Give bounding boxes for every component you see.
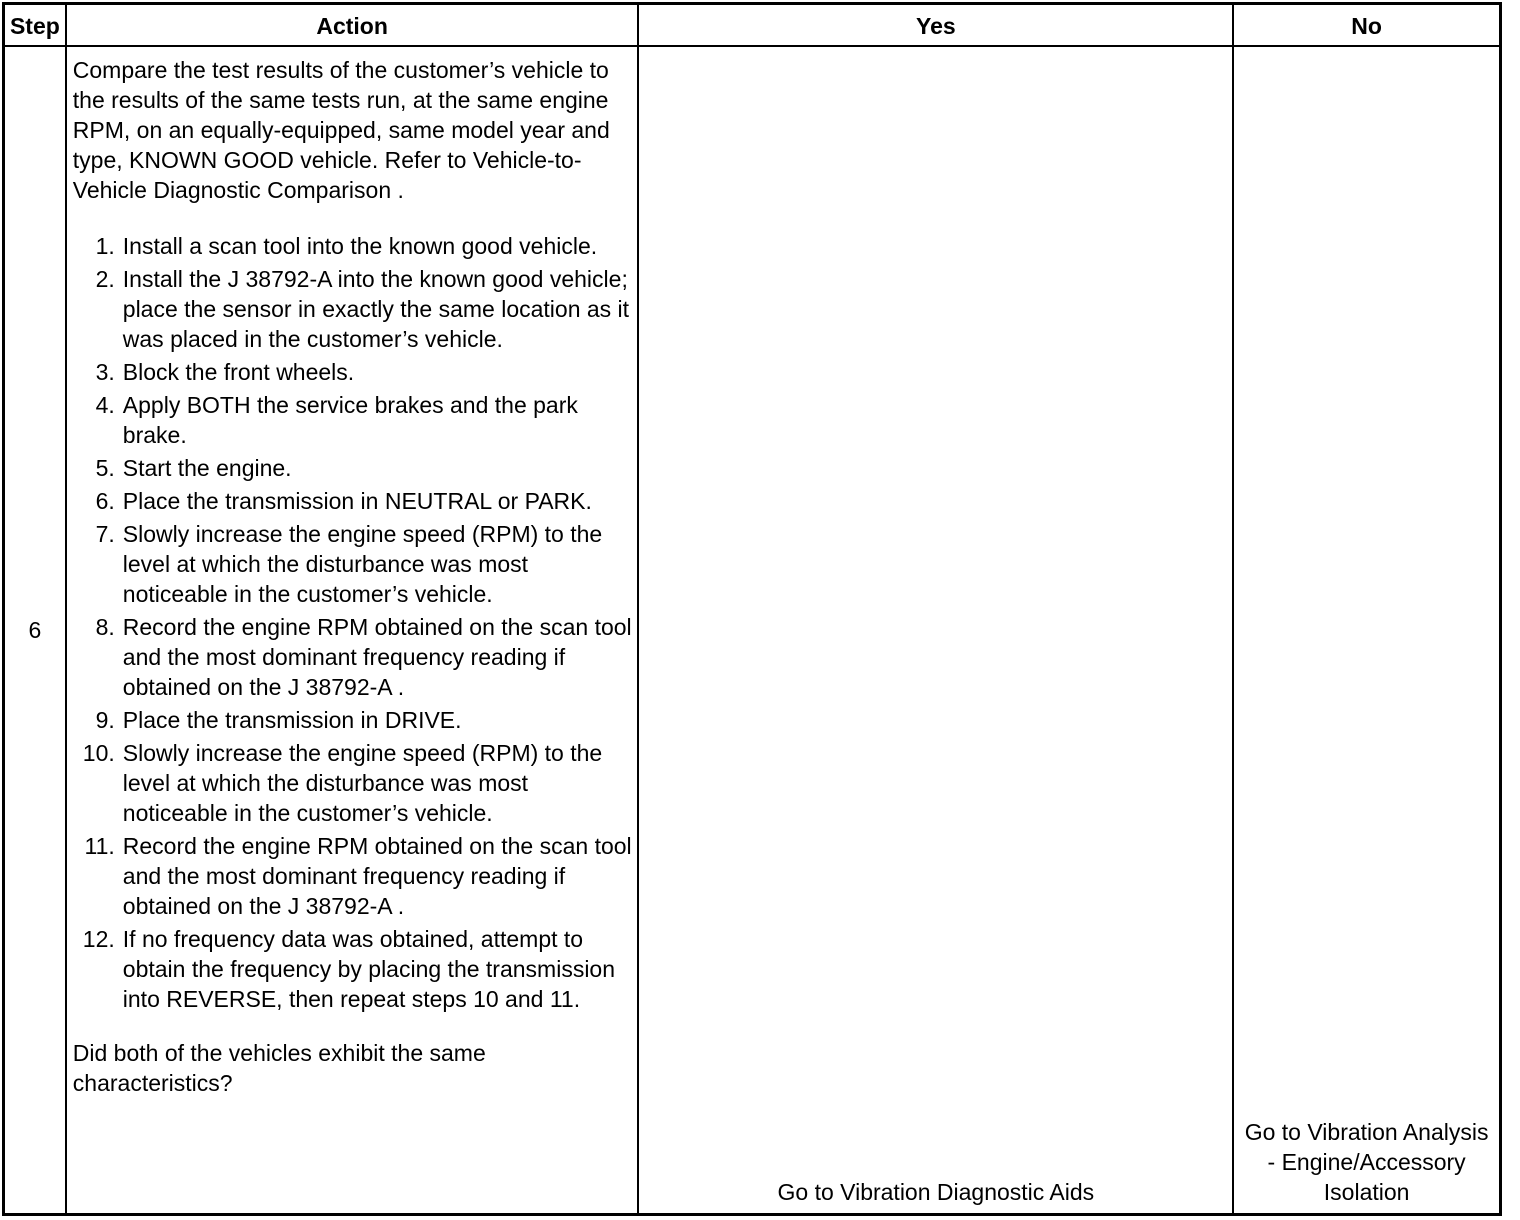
list-item bbox=[73, 453, 636, 483]
list-item bbox=[73, 831, 636, 921]
list-item-text: If no frequency data was obtained, attempt to obtain the frequency by placing the transmission into REVERSE, then repeat steps 10 and 11. bbox=[122, 926, 616, 1012]
header-no: No bbox=[1233, 4, 1500, 47]
list-item bbox=[73, 519, 636, 609]
list-item bbox=[73, 231, 636, 261]
header-yes: Yes bbox=[638, 4, 1233, 47]
list-item-number: 12. bbox=[82, 926, 115, 952]
list-item-text: Slowly increase the engine speed (RPM) to the level at which the disturbance was most noticeable in the customer’s vehicle. bbox=[122, 521, 603, 607]
list-item-number: 11. bbox=[84, 833, 115, 859]
diagnostic-table bbox=[2, 2, 1502, 1216]
header-action: Action bbox=[66, 4, 639, 47]
list-item-text: Place the transmission in NEUTRAL or PARK. bbox=[122, 488, 592, 514]
list-item-number: 10. bbox=[82, 740, 115, 766]
list-item bbox=[73, 390, 636, 450]
list-item-text: Record the engine RPM obtained on the scan tool and the most dominant frequency reading if obtained on the J 38792-A . bbox=[122, 833, 632, 919]
yes-result: Go to Vibration Diagnostic Aids bbox=[638, 46, 1233, 1215]
list-item-text: Start the engine. bbox=[122, 455, 292, 481]
list-item-number: 6. bbox=[95, 488, 115, 514]
list-item-number: 2. bbox=[95, 266, 115, 292]
list-item-number: 4. bbox=[95, 392, 115, 418]
list-item bbox=[73, 705, 636, 735]
list-item-number: 9. bbox=[95, 707, 115, 733]
header-step: Step bbox=[4, 4, 66, 47]
list-item-text: Place the transmission in DRIVE. bbox=[122, 707, 462, 733]
procedure-steps-list bbox=[73, 231, 636, 1014]
list-item bbox=[73, 264, 636, 354]
no-result: Go to Vibration Analysis - Engine/Accessory Isolation bbox=[1233, 46, 1500, 1215]
header-row bbox=[4, 4, 1501, 47]
list-item-text: Record the engine RPM obtained on the scan tool and the most dominant frequency reading if obtained on the J 38792-A . bbox=[122, 614, 632, 700]
list-item-text: Install the J 38792-A into the known good vehicle; place the sensor in exactly the same location as it was placed in the customer’s vehicle. bbox=[122, 266, 630, 352]
list-item-number: 1. bbox=[95, 233, 115, 259]
list-item bbox=[73, 486, 636, 516]
list-item-number: 5. bbox=[95, 455, 115, 481]
step-number: 6 bbox=[4, 46, 66, 1215]
action-question: Did both of the vehicles exhibit the same characteristics? bbox=[72, 1040, 486, 1096]
list-item bbox=[73, 738, 636, 828]
list-item-text: Slowly increase the engine speed (RPM) to the level at which the disturbance was most noticeable in the customer’s vehicle. bbox=[122, 740, 603, 826]
list-item bbox=[73, 612, 636, 702]
list-item-text: Block the front wheels. bbox=[122, 359, 355, 385]
table-row bbox=[4, 46, 1501, 1215]
list-item-number: 7. bbox=[95, 521, 115, 547]
list-item-number: 3. bbox=[95, 359, 115, 385]
list-item-text: Install a scan tool into the known good vehicle. bbox=[122, 233, 598, 259]
action-intro: Compare the test results of the customer’s vehicle to the results of the same tests run, at the same engine RPM, on an equally-equipped, same model year and type, KNOWN GOOD vehicle. Refer to Vehicle-to-Vehicle Diagnostic Comparison . bbox=[72, 57, 610, 203]
list-item bbox=[73, 924, 636, 1014]
list-item-text: Apply BOTH the service brakes and the park brake. bbox=[122, 392, 578, 448]
list-item bbox=[73, 357, 636, 387]
list-item-number: 8. bbox=[95, 614, 115, 640]
action-cell bbox=[66, 46, 639, 1215]
